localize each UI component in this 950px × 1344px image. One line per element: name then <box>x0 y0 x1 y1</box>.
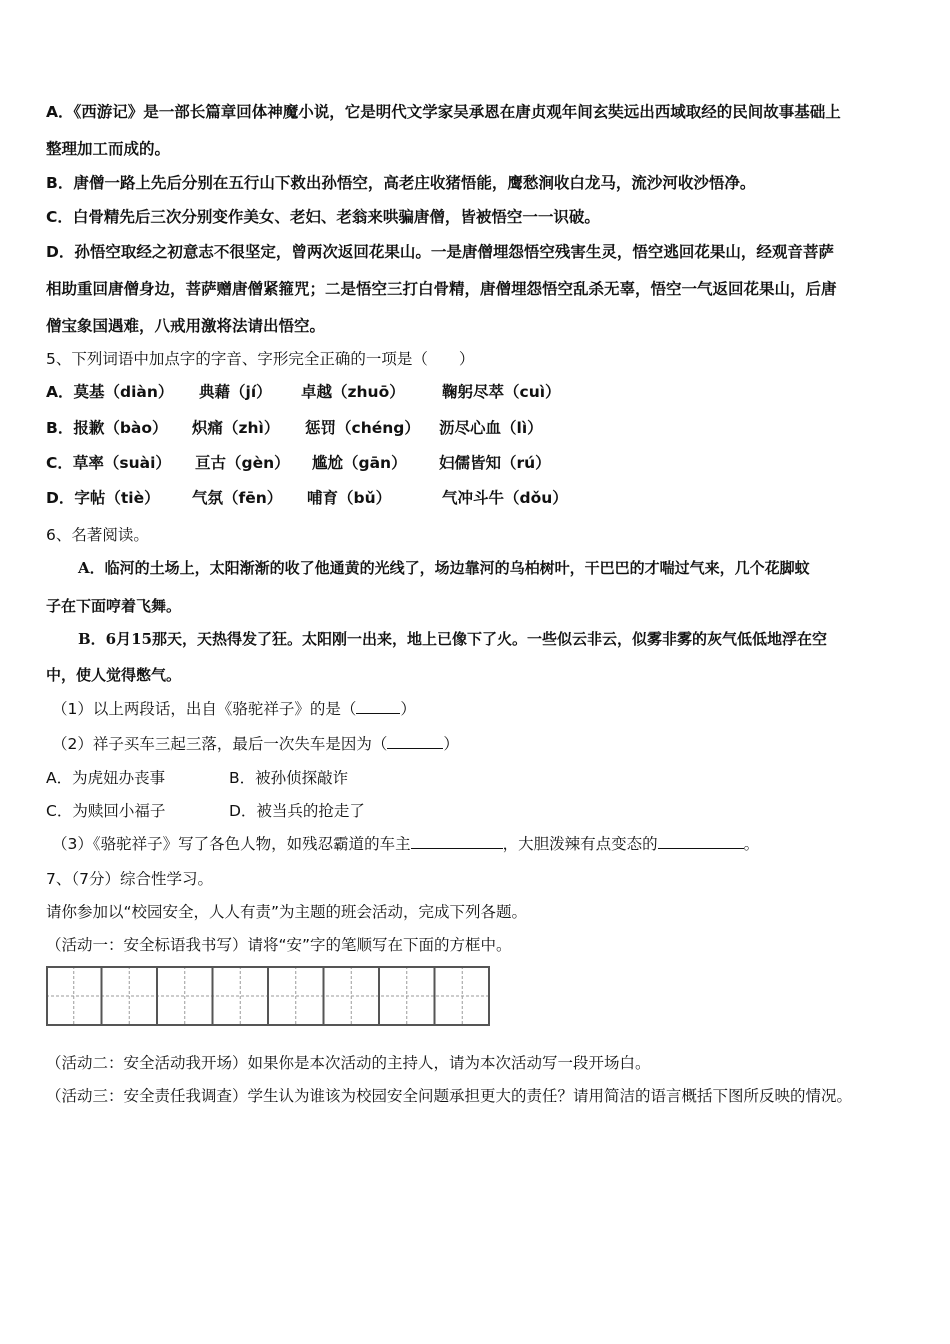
q6-sub3-text-a: （3）《骆驼祥子》写了各色人物，如残忍霸道的车主 <box>52 835 411 853</box>
q6-sub2-close: ） <box>443 735 459 753</box>
q5-word: 尴尬（gān） <box>312 454 407 472</box>
q5-word: 亘古（gèn） <box>195 454 290 472</box>
q7-activity-2: （活动二：安全活动我开场）如果你是本次活动的主持人，请为本次活动写一段开场白。 <box>46 1054 651 1072</box>
q6-option-c: C．为赎回小福子 <box>46 802 166 820</box>
q4-option-a-line1: A．《西游记》是一部长篇章回体神魔小说，它是明代文学家吴承恩在唐贞观年间玄奘远出西域取经的民间故事基础上 <box>46 103 841 121</box>
q6-passage-b-line1-text: B．6月15那天，天热得发了狂。太阳刚一出来，地上已像下了火。一些似云非云，似雾非雾的灰气低低地浮在空 <box>78 630 827 648</box>
q5-word: 气冲斗牛（dǒu） <box>442 489 568 507</box>
q6-sub2-answer-blank[interactable] <box>387 734 443 749</box>
q5-word: 炽痛（zhì） <box>192 419 280 437</box>
q7-activity-3: （活动三：安全责任我调查）学生认为谁该为校园安全问题承担更大的责任？请用简洁的语言概括下图所反映的情况。 <box>46 1087 853 1105</box>
q6-sub3-text-c: 。 <box>743 835 760 853</box>
q5-word: C．草率（suài） <box>46 454 171 472</box>
q5-word: D．字帖（tiè） <box>46 489 160 507</box>
q6-sub3 <box>52 834 759 854</box>
q4-option-b: B．唐僧一路上先后分别在五行山下救出孙悟空，高老庄收猪悟能，鹰愁涧收白龙马，流沙河收沙悟净。 <box>46 174 756 192</box>
q6-stem: 6、名著阅读。 <box>46 526 149 544</box>
q6-passage-b-line2: 中，使人觉得憋气。 <box>46 666 182 684</box>
stroke-order-grid-svg <box>46 966 490 1026</box>
q5-word: 卓越（zhuō） <box>301 383 405 401</box>
q5-word: 妇儒皆知（rú） <box>439 454 551 472</box>
q6-sub2 <box>52 734 459 754</box>
q6-sub3-blank-2[interactable] <box>658 834 744 849</box>
q4-option-d-line2: 相助重回唐僧身边，菩萨赠唐僧紧箍咒；二是悟空三打白骨精，唐僧埋怨悟空乱杀无辜，悟空一气返回花果山，后唐 <box>46 280 837 298</box>
q5-word: 气氛（fēn） <box>192 489 283 507</box>
q5-stem: 5、下列词语中加点字的字音、字形完全正确的一项是（ ） <box>46 350 475 368</box>
q6-sub3-text-b: ，大胆泼辣有点变态的 <box>502 835 658 853</box>
q6-sub1-text: （1）以上两段话，出自《骆驼祥子》的是（ <box>52 700 357 718</box>
q4-option-d-line1: D．孙悟空取经之初意志不很坚定，曾两次返回花果山。一是唐僧埋怨悟空残害生灵，悟空逃回花果山，经观音菩萨 <box>46 243 834 261</box>
q6-sub1-close: ） <box>400 700 416 718</box>
q5-word: 沥尽心血（lì） <box>439 419 543 437</box>
q5-word: 惩罚（chéng） <box>305 419 420 437</box>
q4-option-c: C．白骨精先后三次分别变作美女、老妇、老翁来哄骗唐僧，皆被悟空一一识破。 <box>46 208 600 226</box>
q6-sub1-answer-blank[interactable] <box>356 699 400 714</box>
q6-option-d: D．被当兵的抢走了 <box>229 802 365 820</box>
q6-sub1 <box>52 699 416 719</box>
q5-word: A．莫基（diàn） <box>46 383 174 401</box>
stroke-order-grid[interactable] <box>46 966 490 1026</box>
q4-option-d-line3: 僧宝象国遇难，八戒用激将法请出悟空。 <box>46 317 326 335</box>
q5-word: B．报歉（bào） <box>46 419 168 437</box>
q5-word: 典藉（jí） <box>199 383 272 401</box>
q6-sub2-text: （2）祥子买车三起三落，最后一次失车是因为（ <box>52 735 388 753</box>
q6-passage-a-line2: 子在下面哼着飞舞。 <box>46 597 182 615</box>
q7-activity-1: （活动一：安全标语我书写）请将“安”字的笔顺写在下面的方框中。 <box>46 936 512 954</box>
q7-intro: 请你参加以“校园安全，人人有责”为主题的班会活动，完成下列各题。 <box>46 903 528 921</box>
q5-word: 鞠躬尽萃（cuì） <box>442 383 561 401</box>
q6-sub3-blank-1[interactable] <box>411 834 503 849</box>
q5-word: 哺育（bǔ） <box>307 489 392 507</box>
q6-passage-a-line1: A．临河的土场上，太阳渐渐的收了他通黄的光线了，场边靠河的乌柏树叶，干巴巴的才喘过气来，几个花脚蚊 <box>78 559 810 577</box>
q7-stem: 7、（7分）综合性学习。 <box>46 870 213 888</box>
q6-option-b: B．被孙侦探敲诈 <box>229 769 349 787</box>
q6-option-a: A．为虎妞办丧事 <box>46 769 166 787</box>
q4-option-a-line2: 整理加工而成的。 <box>46 140 171 158</box>
